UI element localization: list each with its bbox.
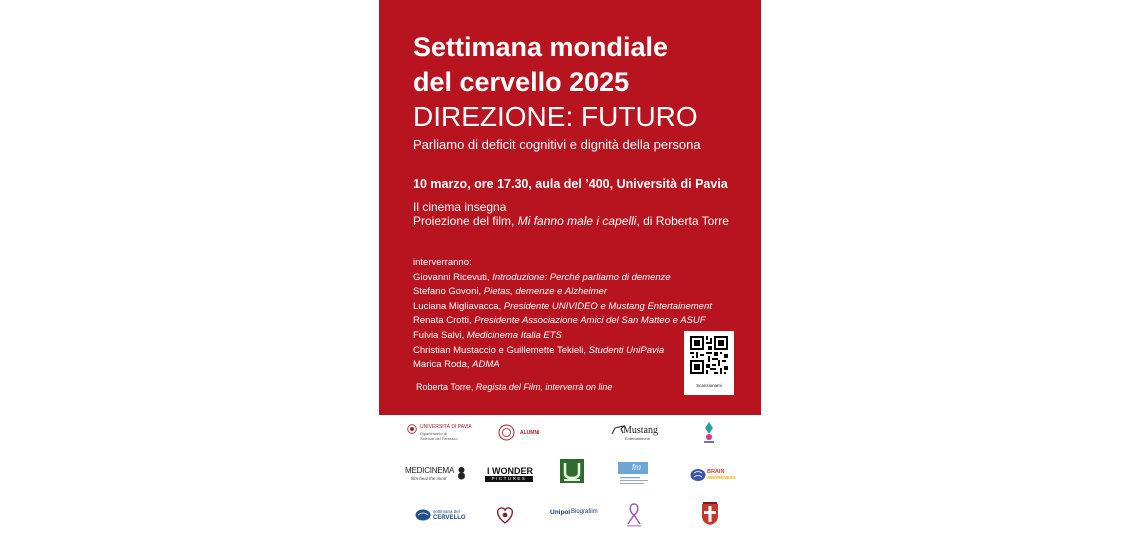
film-prefix: Proiezione del film, xyxy=(413,214,518,228)
title-line-1: Settimana mondiale xyxy=(413,32,669,62)
speakers-list xyxy=(413,256,712,373)
cinema-heading: Il cinema insegna xyxy=(413,200,507,214)
settimana-cervello-logo xyxy=(415,506,471,524)
i-wonder-pictures-logo xyxy=(485,466,535,484)
speaker-row xyxy=(413,358,712,373)
mustang-text: Mustang xyxy=(623,425,658,436)
medicinema-logo xyxy=(405,465,467,485)
iwonder-text: I WONDER xyxy=(487,466,533,476)
film-suffix: , di Roberta Torre xyxy=(636,214,729,228)
speaker-role: Introduzione: Perché parliamo di demenze xyxy=(492,271,671,283)
qr-caption: Scansionami xyxy=(696,383,722,388)
director-role: Regista del Film, interverrà on line xyxy=(475,382,613,392)
university-seal-icon xyxy=(407,424,417,434)
association-logo xyxy=(701,420,717,444)
director-name: Roberta Torre, xyxy=(416,382,476,392)
speaker-name: Luciana Migliavacca, xyxy=(413,300,504,312)
speaker-row xyxy=(413,344,712,359)
speaker-name: Christian Mustaccio e Guillemette Tekieli, xyxy=(413,344,589,356)
poster-red-panel xyxy=(379,0,761,415)
speaker-name: Giovanni Ricevuti, xyxy=(413,271,493,283)
alumni-text: ALUMNI xyxy=(520,430,540,436)
speaker-row xyxy=(413,314,712,329)
title-line-2: del cervello 2025 xyxy=(413,67,630,97)
event-poster xyxy=(379,0,761,540)
university-pavia-logo xyxy=(407,422,477,444)
u-mark-icon xyxy=(560,459,584,483)
fm-foundation-logo xyxy=(618,462,658,488)
brain-text: BRAIN xyxy=(707,469,725,475)
speakers-heading: interverranno: xyxy=(413,257,472,268)
cinema-section xyxy=(413,200,729,228)
biografilm-text: Biografilm xyxy=(571,509,598,515)
speaker-role: ADMA xyxy=(472,359,500,371)
speaker-role: Pietas, demenze e Alzheimer xyxy=(483,286,607,298)
unipol-text: Unipol xyxy=(550,509,571,516)
iwonder-subtext: PICTURES xyxy=(485,476,533,482)
speaker-row xyxy=(413,329,712,344)
alumni-crest-icon xyxy=(498,424,515,441)
speaker-role: Presidente Associazione Amici del San Matteo e ASUF xyxy=(474,315,706,327)
speaker-name: Marica Roda, xyxy=(413,359,473,371)
poster-subtitle: DIREZIONE: FUTURO xyxy=(413,101,698,132)
heart-logo xyxy=(494,504,516,526)
event-date-place: 10 marzo, ore 17.30, aula del ’400, Università di Pavia xyxy=(413,177,728,191)
speaker-row xyxy=(413,300,712,315)
ribbon-icon xyxy=(625,502,643,528)
unipv-name: UNIVERSITÀ DI PAVIA xyxy=(420,424,472,430)
unipv-department: Dipartimento di xyxy=(420,431,447,436)
speaker-role: Presidente UNIVIDEO e Mustang Entertainement xyxy=(503,300,712,312)
poster-title xyxy=(413,30,753,100)
film-title: Mi fanno male i capelli xyxy=(517,214,637,228)
speaker-role: Medicinema Italia ETS xyxy=(466,329,562,341)
poster-tagline: Parliamo di deficit cognitivi e dignità della persona xyxy=(413,137,701,152)
awareness-text: AWARENESS xyxy=(707,475,736,480)
qr-code-icon xyxy=(690,336,728,374)
cervello-text: CERVELLO xyxy=(433,515,466,521)
heart-eye-icon xyxy=(494,504,516,526)
figure-icon xyxy=(701,420,717,444)
medicinema-text: MEDICINEMA xyxy=(405,466,455,475)
green-cinema-logo xyxy=(560,459,584,483)
shield-icon xyxy=(701,502,719,526)
ribbon-association-logo xyxy=(625,502,643,528)
brain-awareness-logo xyxy=(690,465,734,485)
speaker-role: Studenti UniPavia xyxy=(588,344,665,356)
brain-outline-icon xyxy=(415,509,431,521)
settimana-text: settimana del xyxy=(433,509,460,514)
director-note xyxy=(416,381,612,393)
medicinema-subtext: film heal the mind xyxy=(411,476,447,481)
fm-caption-lines-icon xyxy=(620,477,652,487)
film-projection xyxy=(413,214,729,228)
speaker-name: Stefano Govoni, xyxy=(413,286,484,298)
unipv-department-name: Scienze del Farmaco xyxy=(420,436,458,441)
fm-text: fm xyxy=(632,463,641,472)
mustang-subtext: Entertainment xyxy=(625,436,650,441)
speaker-name: Fulvia Salvi, xyxy=(413,329,467,341)
mustang-logo xyxy=(611,423,661,443)
unipol-biografilm-logo xyxy=(550,508,598,522)
speaker-row xyxy=(413,271,712,286)
bear-icon xyxy=(457,466,466,480)
brain-icon xyxy=(690,468,706,482)
alumni-logo xyxy=(498,424,554,442)
speaker-row xyxy=(413,285,712,300)
speaker-name: Renata Crotti, xyxy=(413,315,475,327)
civic-crest-logo xyxy=(701,502,719,526)
qr-code-card[interactable] xyxy=(684,331,734,395)
